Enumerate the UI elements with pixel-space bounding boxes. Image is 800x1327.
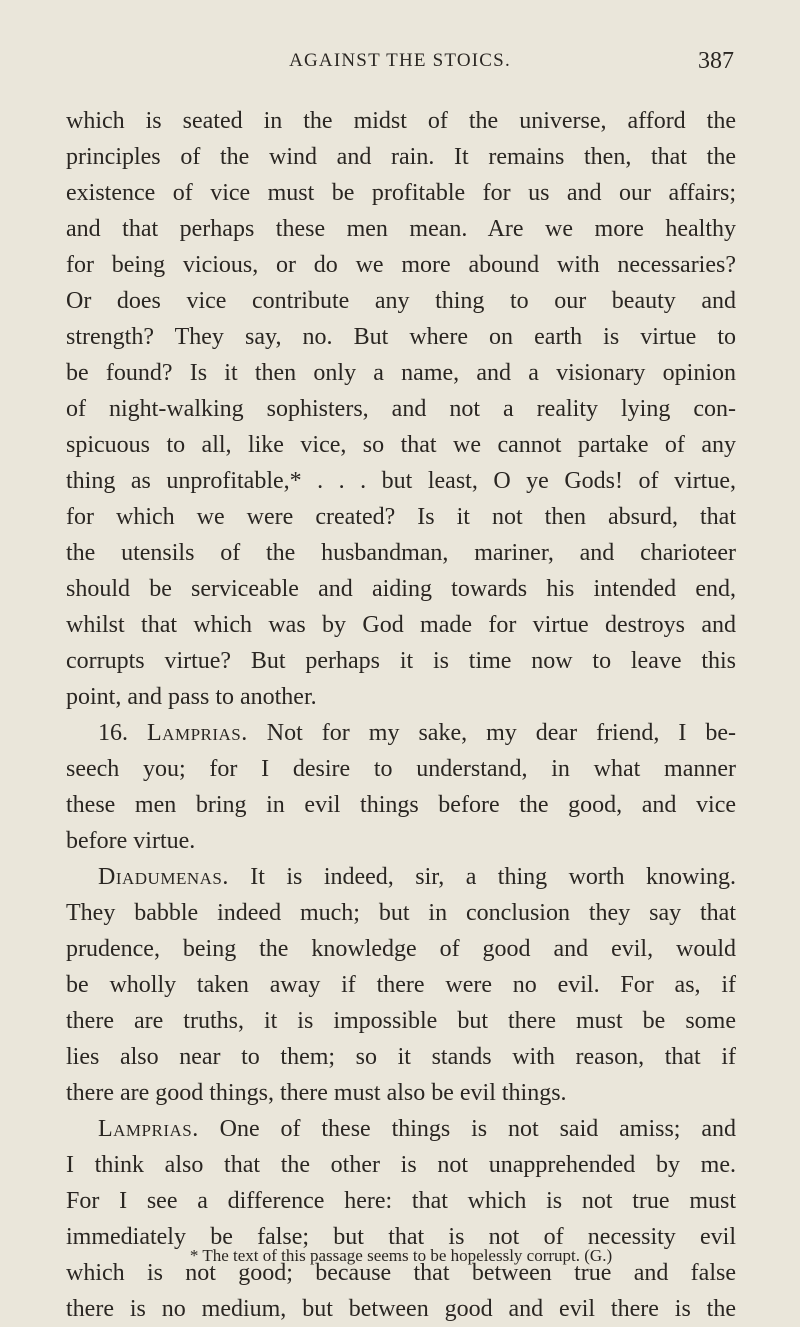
text-line: the utensils of the husbandman, mariner, and charioteer <box>66 540 736 566</box>
speaker-name: Lamprias. <box>147 720 248 746</box>
body-text <box>66 103 736 1327</box>
text-line: seech you; for I desire to understand, in what manner <box>66 756 736 782</box>
section-number: 16. <box>98 720 128 746</box>
text-line: of night-walking sophisters, and not a reality lying con- <box>66 396 736 422</box>
text-line: Or does vice contribute any thing to our beauty and <box>66 288 736 314</box>
text-line: be found? Is it then only a name, and a visionary opinion <box>66 360 736 386</box>
paragraph-16-first-line <box>66 715 736 751</box>
text-line: prudence, being the knowledge of good and evil, would <box>66 936 736 962</box>
text-line: and that perhaps these men mean. Are we more healthy <box>66 216 736 242</box>
text-line: these men bring in evil things before the good, and vice <box>66 792 736 818</box>
footnote: * The text of this passage seems to be hopelessly corrupt. (G.) <box>189 1246 613 1265</box>
paragraph-diadumenas-first-line <box>66 859 736 895</box>
speaker-name: Diadumenas. <box>98 864 229 890</box>
text-line: strength? They say, no. But where on earth is virtue to <box>66 324 736 350</box>
text-line: before virtue. <box>66 828 196 854</box>
text-line: which is seated in the midst of the universe, afford the <box>66 108 736 134</box>
text-line: lies also near to them; so it stands with reason, that if <box>66 1044 736 1070</box>
text-line: there are good things, there must also be evil things. <box>66 1080 567 1106</box>
text-line: which is not good; because that between true and false <box>66 1260 736 1286</box>
speech-text: Not for my sake, my dear friend, I be- <box>266 720 737 746</box>
speech-text: It is indeed, sir, a thing worth knowing. <box>250 864 736 890</box>
text-line: spicuous to all, like vice, so that we cannot partake of any <box>66 432 736 458</box>
text-line: should be serviceable and aiding towards his intended end, <box>66 576 736 602</box>
text-line: principles of the wind and rain. It remains then, that the <box>66 144 736 170</box>
speech-text: One of these things is not said amiss; and <box>219 1116 736 1142</box>
text-line: point, and pass to another. <box>66 684 317 710</box>
text-line: thing as unprofitable,* . . . but least, O ye Gods! of virtue, <box>66 468 736 494</box>
running-head <box>66 50 734 80</box>
text-line: whilst that which was by God made for virtue destroys and <box>66 612 736 638</box>
page-number: 387 <box>698 48 734 74</box>
text-line: For I see a difference here: that which is not true must <box>66 1188 736 1214</box>
text-line: existence of vice must be profitable for us and our affairs; <box>66 180 736 206</box>
text-line: for which we were created? Is it not then absurd, that <box>66 504 736 530</box>
text-line: for being vicious, or do we more abound with necessaries? <box>66 252 736 278</box>
text-line: They babble indeed much; but in conclusion they say that <box>66 900 736 926</box>
text-line: corrupts virtue? But perhaps it is time now to leave this <box>66 648 736 674</box>
text-line: be wholly taken away if there were no evil. For as, if <box>66 972 736 998</box>
text-line: I think also that the other is not unapprehended by me. <box>66 1152 736 1178</box>
running-title: AGAINST THE STOICS. <box>289 50 511 71</box>
text-line: there is no medium, but between good and evil there is the <box>66 1296 736 1322</box>
paragraph-lamprias-first-line <box>66 1111 736 1147</box>
text-line: there are truths, it is impossible but there must be some <box>66 1008 736 1034</box>
text-line: immediately be false; but that is not of necessity evil <box>66 1224 736 1250</box>
speaker-name: Lamprias. <box>98 1116 199 1142</box>
